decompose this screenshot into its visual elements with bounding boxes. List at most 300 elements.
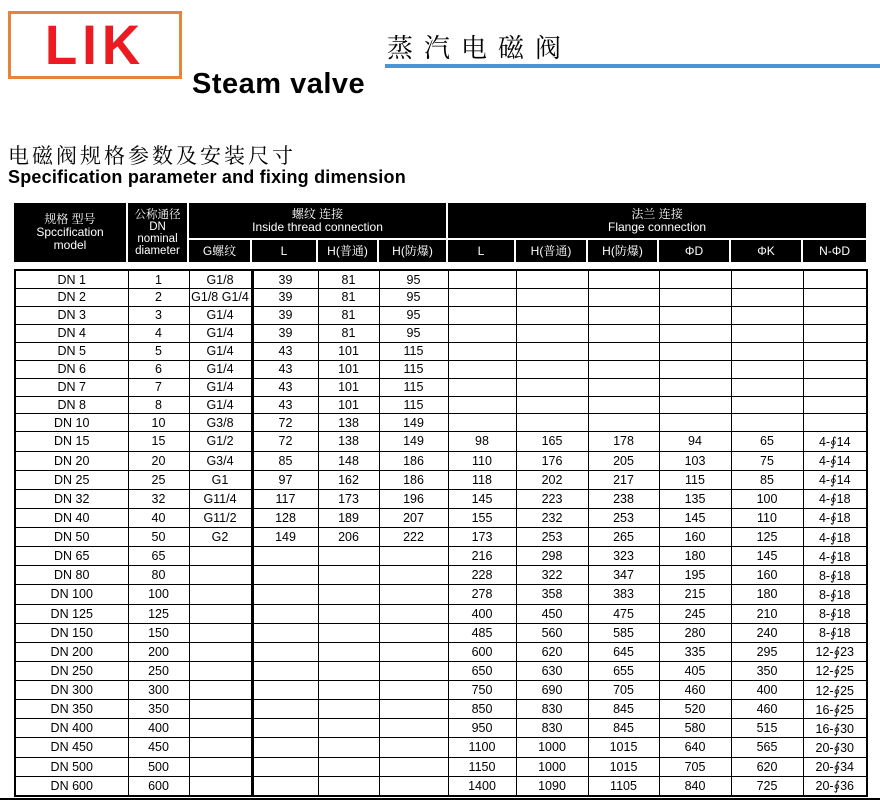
column-header-dn [127,203,188,262]
group-header-flange-cn: 法兰 连接 [631,206,683,221]
table-cell: 150 [128,623,189,642]
table-cell: DN 7 [15,378,128,396]
table-cell: 65 [128,547,189,566]
table-cell: DN 25 [15,470,128,489]
table-cell [731,396,803,414]
table-cell [731,270,803,289]
table-cell [659,378,731,396]
table-cell [252,738,318,757]
table-cell [731,414,803,432]
table-cell: 16-∮25 [803,700,867,719]
table-cell: 39 [252,289,318,307]
table-cell [659,342,731,360]
table-cell: 298 [516,547,588,566]
table-cell: 1100 [448,738,516,757]
table-cell: 72 [252,432,318,451]
table-cell: G3/4 [189,451,252,470]
table-cell: 210 [731,604,803,623]
table-cell: G11/4 [189,489,252,508]
table-cell: 118 [448,470,516,489]
table-cell: 160 [659,528,731,547]
table-cell: 75 [731,451,803,470]
table-cell: 12-∮25 [803,661,867,680]
table-cell: 845 [588,719,659,738]
table-cell [318,547,379,566]
table-cell: 101 [318,342,379,360]
table-cell [379,661,448,680]
table-row [15,289,867,307]
column-header-thread-g: G螺纹 [188,239,251,262]
table-cell [189,585,252,604]
table-row [15,342,867,360]
table-cell: 245 [659,604,731,623]
table-cell: 100 [731,489,803,508]
table-cell [379,585,448,604]
table-cell: 101 [318,378,379,396]
table-cell [318,623,379,642]
table-row [15,306,867,324]
table-row [15,719,867,738]
table-cell: 149 [379,414,448,432]
table-cell: 1000 [516,757,588,776]
table-cell: 8-∮18 [803,566,867,585]
table-cell: 205 [588,451,659,470]
table-cell: 350 [128,700,189,719]
logo-text: LIK [44,14,146,76]
table-cell: 145 [448,489,516,508]
column-header-flange-h-normal: H(普通) [515,239,587,262]
table-cell [318,585,379,604]
table-cell: 350 [731,661,803,680]
table-cell [252,623,318,642]
table-cell: 280 [659,623,731,642]
table-row [15,757,867,776]
table-cell [731,289,803,307]
table-cell: G1/4 [189,342,252,360]
table-cell: 95 [379,289,448,307]
table-cell: 202 [516,470,588,489]
table-cell [516,270,588,289]
table-row [15,324,867,342]
column-header-dn-cn: 公称通径 [134,208,181,221]
table-cell [252,585,318,604]
table-cell [189,681,252,700]
table-cell [659,270,731,289]
table-cell: 830 [516,719,588,738]
table-cell [189,661,252,680]
table-cell: DN 80 [15,566,128,585]
table-cell: 253 [588,508,659,527]
table-cell: 565 [731,738,803,757]
table-cell: G1/4 [189,378,252,396]
table-cell: 145 [659,508,731,527]
table-cell: 580 [659,719,731,738]
table-cell [803,289,867,307]
table-cell: 138 [318,414,379,432]
table-cell [379,719,448,738]
table-cell: 8-∮18 [803,585,867,604]
table-cell: 232 [516,508,588,527]
column-header-model [14,203,127,262]
table-cell [379,776,448,796]
column-header-dn-line3: nominal [137,232,178,245]
table-cell: 145 [731,547,803,566]
table-cell: 110 [448,451,516,470]
table-cell: DN 6 [15,360,128,378]
table-cell: 655 [588,661,659,680]
table-cell: 705 [659,757,731,776]
table-cell [189,757,252,776]
group-header-flange-en: Flange connection [608,219,707,234]
column-header-model-en2: model [53,238,87,252]
table-cell: 81 [318,306,379,324]
table-cell: 8-∮18 [803,623,867,642]
table-cell: 186 [379,451,448,470]
table-cell: 383 [588,585,659,604]
table-cell: 4-∮14 [803,470,867,489]
table-cell: 650 [448,661,516,680]
table-row [15,738,867,757]
table-cell: DN 20 [15,451,128,470]
table-cell [516,306,588,324]
table-cell: DN 15 [15,432,128,451]
table-cell [318,604,379,623]
table-row [15,378,867,396]
column-header-thread-h-exproof: H(防爆) [378,239,447,262]
table-cell: 217 [588,470,659,489]
table-cell: 1000 [516,738,588,757]
table-cell: G2 [189,528,252,547]
table-row [15,661,867,680]
table-row [15,528,867,547]
table-cell: DN 4 [15,324,128,342]
table-cell: G1/2 [189,432,252,451]
table-cell: 173 [448,528,516,547]
title-underline-divider [385,64,880,68]
table-cell: G3/8 [189,414,252,432]
table-cell: 149 [379,432,448,451]
table-cell: 43 [252,360,318,378]
table-row [15,360,867,378]
table-row [15,681,867,700]
table-cell [516,414,588,432]
table-cell [189,738,252,757]
table-cell: G11/2 [189,508,252,527]
table-cell: 81 [318,289,379,307]
table-cell [252,700,318,719]
table-cell [318,642,379,661]
table-cell: 206 [318,528,379,547]
table-cell [189,566,252,585]
table-cell [189,700,252,719]
table-cell: G1 [189,470,252,489]
table-cell [448,306,516,324]
table-cell: 216 [448,547,516,566]
table-cell: 485 [448,623,516,642]
product-name-en: Steam valve [192,68,366,100]
table-cell: 585 [588,623,659,642]
table-cell: 160 [731,566,803,585]
table-cell: 39 [252,306,318,324]
table-cell [189,776,252,796]
table-cell: 95 [379,270,448,289]
table-cell [252,719,318,738]
table-cell [659,414,731,432]
table-cell: 200 [128,642,189,661]
table-cell [448,270,516,289]
table-cell [448,342,516,360]
table-cell: 620 [731,757,803,776]
table-cell: 4-∮18 [803,508,867,527]
table-cell: 43 [252,342,318,360]
table-cell: DN 50 [15,528,128,547]
column-header-dn-line4: diameter [135,244,180,257]
column-header-model-cn: 规格 型号 [44,212,96,226]
table-cell: 1015 [588,757,659,776]
table-cell [379,757,448,776]
table-cell: 207 [379,508,448,527]
table-cell: 178 [588,432,659,451]
table-cell: 1090 [516,776,588,796]
table-cell [189,719,252,738]
table-cell [379,700,448,719]
bottom-rule-divider [0,798,880,800]
table-cell: DN 300 [15,681,128,700]
table-cell: 6 [128,360,189,378]
table-cell: DN 3 [15,306,128,324]
table-cell: 97 [252,470,318,489]
table-cell: 400 [448,604,516,623]
table-cell: 20-∮30 [803,738,867,757]
table-cell: 300 [128,681,189,700]
table-cell: 32 [128,489,189,508]
table-cell: 39 [252,270,318,289]
table-cell [803,414,867,432]
table-cell [252,566,318,585]
table-cell: 400 [128,719,189,738]
table-cell [516,396,588,414]
table-cell: 845 [588,700,659,719]
spec-table [14,269,868,797]
table-cell [318,738,379,757]
table-cell: DN 100 [15,585,128,604]
table-cell: 2 [128,289,189,307]
table-cell: G1/4 [189,360,252,378]
table-cell: DN 450 [15,738,128,757]
table-row [15,508,867,527]
table-cell: G1/8 G1/4 [189,289,252,307]
column-header-thread-h-normal: H(普通) [317,239,378,262]
table-cell [448,396,516,414]
table-cell: 15 [128,432,189,451]
table-cell [318,661,379,680]
table-cell: 515 [731,719,803,738]
table-cell: DN 150 [15,623,128,642]
table-row [15,700,867,719]
table-cell [731,378,803,396]
table-cell: 40 [128,508,189,527]
table-cell [379,604,448,623]
table-cell: 115 [379,378,448,396]
table-cell [379,642,448,661]
table-cell: 4-∮18 [803,489,867,508]
column-header-flange-l: L [447,239,515,262]
table-cell: 98 [448,432,516,451]
table-cell [516,342,588,360]
table-cell [659,306,731,324]
table-cell [189,547,252,566]
table-cell: 148 [318,451,379,470]
table-cell: 335 [659,642,731,661]
table-cell: 228 [448,566,516,585]
table-cell: 3 [128,306,189,324]
table-cell [803,360,867,378]
table-cell: 100 [128,585,189,604]
table-cell: 950 [448,719,516,738]
table-cell: 8-∮18 [803,604,867,623]
table-cell: 95 [379,306,448,324]
table-cell: 640 [659,738,731,757]
table-row [15,270,867,289]
table-cell: 4-∮14 [803,432,867,451]
table-cell: 95 [379,324,448,342]
table-cell: 1105 [588,776,659,796]
table-row [15,547,867,566]
table-cell: 20-∮36 [803,776,867,796]
table-cell: 43 [252,378,318,396]
table-cell [252,776,318,796]
column-header-flange-d: ΦD [658,239,730,262]
table-cell [252,642,318,661]
spec-table-body [15,270,867,796]
table-cell: 450 [516,604,588,623]
table-cell: 400 [731,681,803,700]
table-cell [189,642,252,661]
table-cell: DN 1 [15,270,128,289]
table-cell: 20 [128,451,189,470]
table-cell: 450 [128,738,189,757]
table-cell [659,324,731,342]
table-cell: G1/4 [189,396,252,414]
table-cell [803,324,867,342]
table-cell: 460 [659,681,731,700]
table-cell: 405 [659,661,731,680]
table-cell: DN 2 [15,289,128,307]
table-cell: 1 [128,270,189,289]
table-row [15,642,867,661]
table-cell: G1/4 [189,306,252,324]
table-cell: 323 [588,547,659,566]
table-cell: 4 [128,324,189,342]
table-cell [189,623,252,642]
table-cell: G1/4 [189,324,252,342]
table-cell: 180 [659,547,731,566]
table-cell: 705 [588,681,659,700]
table-cell: 250 [128,661,189,680]
table-cell [448,360,516,378]
column-header-dn-line2: DN [149,220,166,233]
table-row [15,585,867,604]
table-cell [588,342,659,360]
table-cell: DN 65 [15,547,128,566]
column-header-model-en1: Spccification [36,225,104,239]
table-cell: 358 [516,585,588,604]
table-row [15,396,867,414]
table-cell [803,396,867,414]
table-cell [588,306,659,324]
table-cell: 475 [588,604,659,623]
table-cell: DN 350 [15,700,128,719]
table-cell: 4-∮18 [803,547,867,566]
table-cell: DN 5 [15,342,128,360]
group-header-thread-en: Inside thread connection [252,219,383,234]
table-cell: 103 [659,451,731,470]
table-row [15,604,867,623]
table-cell: 1015 [588,738,659,757]
table-cell [252,757,318,776]
table-cell: 7 [128,378,189,396]
table-cell [318,566,379,585]
table-cell [731,360,803,378]
table-cell [448,414,516,432]
table-cell: 222 [379,528,448,547]
table-cell: 620 [516,642,588,661]
table-cell [659,289,731,307]
table-cell: DN 250 [15,661,128,680]
table-cell [588,289,659,307]
table-cell: 115 [379,360,448,378]
section-title-cn: 电磁阀规格参数及安装尺寸 [8,145,296,168]
table-cell: DN 8 [15,396,128,414]
table-cell: DN 400 [15,719,128,738]
table-cell [659,360,731,378]
table-cell [379,623,448,642]
table-cell [731,324,803,342]
table-cell: 50 [128,528,189,547]
table-cell: 125 [128,604,189,623]
table-cell: 85 [731,470,803,489]
table-cell: 115 [379,342,448,360]
table-cell: 295 [731,642,803,661]
table-cell: 101 [318,360,379,378]
table-cell: G1/8 [189,270,252,289]
table-cell: 162 [318,470,379,489]
table-cell: 600 [128,776,189,796]
table-cell: 1400 [448,776,516,796]
table-cell [516,378,588,396]
table-cell: 115 [659,470,731,489]
column-header-flange-k: ΦK [730,239,802,262]
table-cell [448,324,516,342]
table-cell: 81 [318,324,379,342]
table-cell: 347 [588,566,659,585]
table-cell [516,324,588,342]
spec-table-header [14,203,866,262]
group-header-flange [447,203,866,239]
table-cell: 128 [252,508,318,527]
table-cell [588,270,659,289]
table-cell [588,396,659,414]
column-header-flange-nd: N-ΦD [802,239,866,262]
table-cell: 600 [448,642,516,661]
table-cell: DN 10 [15,414,128,432]
table-cell [252,681,318,700]
table-cell [448,378,516,396]
table-cell [516,360,588,378]
table-cell: 690 [516,681,588,700]
table-cell: 12-∮23 [803,642,867,661]
table-cell: 520 [659,700,731,719]
